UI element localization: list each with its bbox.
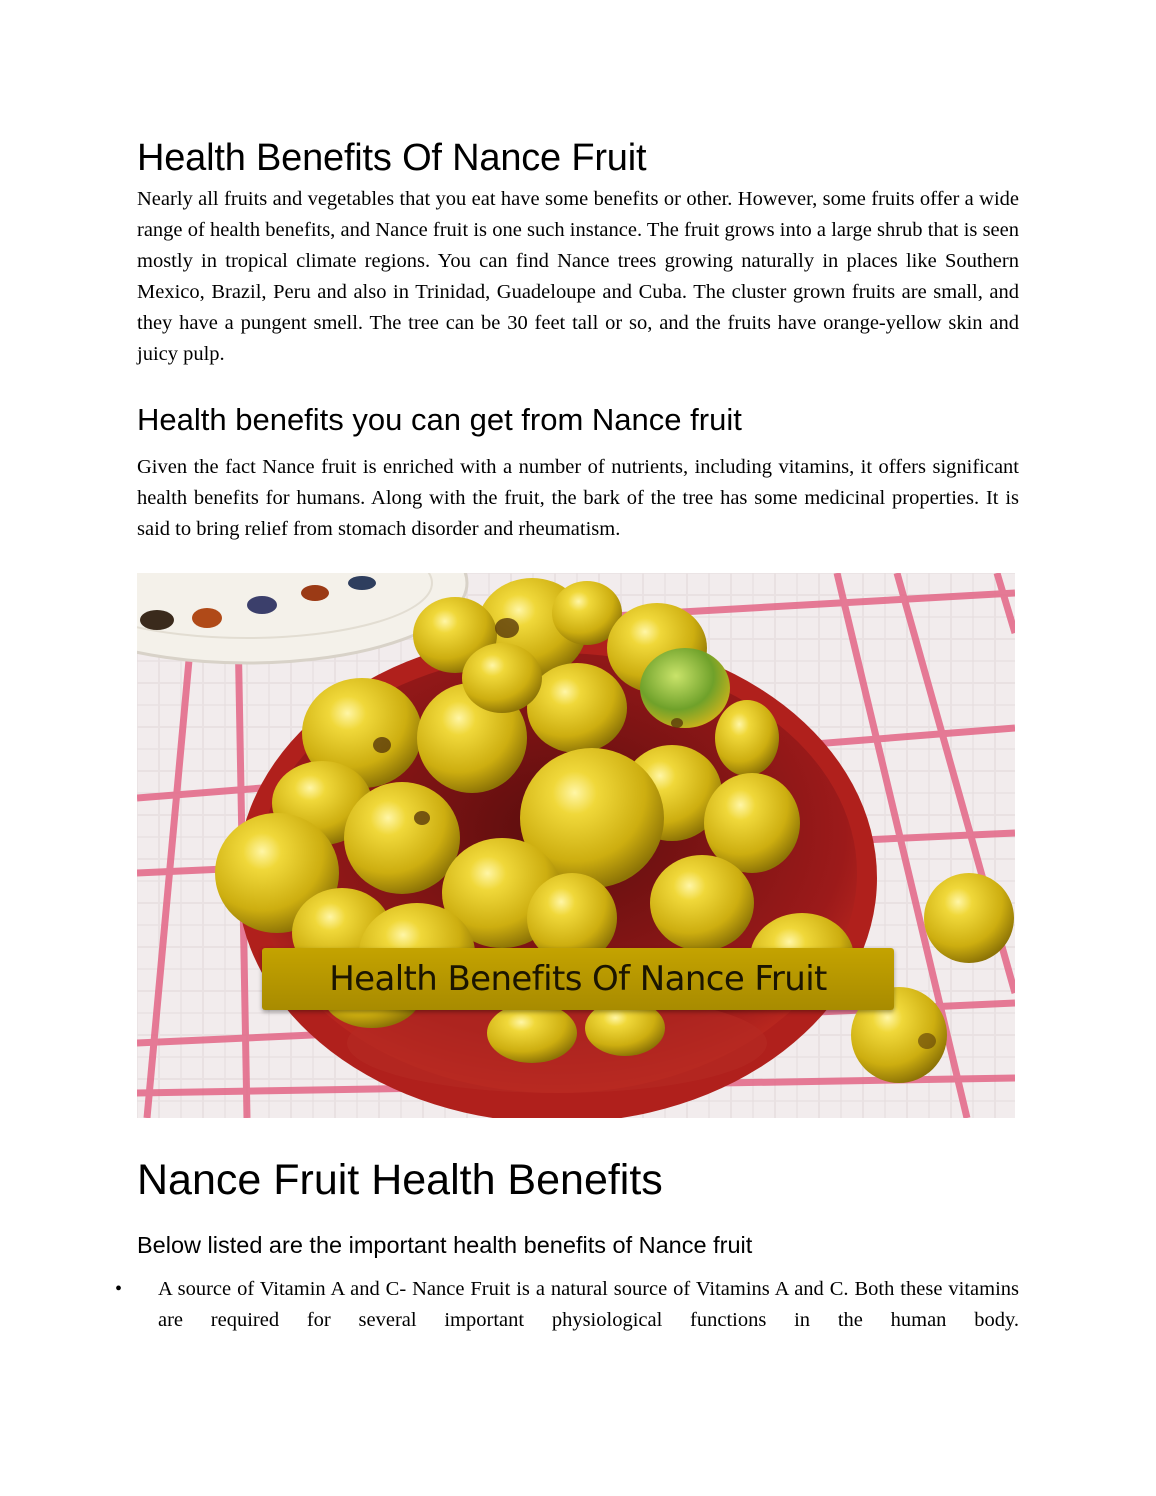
benefits-subheading: Health benefits you can get from Nance fruit (137, 402, 742, 437)
section-title: Nance Fruit Health Benefits (137, 1156, 663, 1204)
document-page (115, 134, 1019, 1336)
list-item (115, 1274, 1019, 1336)
article-title: Health Benefits Of Nance Fruit (137, 137, 647, 179)
benefits-lead: Below listed are the important health benefits of Nance fruit (137, 1232, 753, 1258)
bullet-icon: • (115, 1278, 123, 1300)
benefit-text: A source of Vitamin A and C- Nance Fruit is a natural source of Vitamins A and C. Both these vitamins are required for several important physiological functions in the human body. (158, 1278, 1019, 1331)
image-caption-banner (262, 948, 894, 1010)
intro-paragraph: Nearly all fruits and vegetables that you eat have some benefits or other. However, some fruits offer a wide range of health benefits, and Nance fruit is one such instance. The fruit grows into a large shrub that is seen mostly in tropical climate regions. You can find Nance trees growing naturally in places like Southern Mexico, Brazil, Peru and also in Trinidad, Guadeloupe and Cuba. The cluster grown fruits are small, and they have a pungent smell. The tree can be 30 feet tall or so, and the fruits have orange-yellow skin and juicy pulp. (137, 188, 1019, 365)
nutrients-paragraph: Given the fact Nance fruit is enriched with a number of nutrients, including vitamins, it offers significant health benefits for humans. Along with the fruit, the bark of the tree has some medicinal properties. It is said to bring relief from stomach disorder and rheumatism. (137, 456, 1019, 540)
fruit-bowl-illustration (137, 573, 1015, 1118)
banner-text: Health Benefits Of Nance Fruit (329, 959, 827, 999)
nance-fruit-photo (137, 573, 1015, 1118)
benefits-list (115, 1274, 1019, 1336)
